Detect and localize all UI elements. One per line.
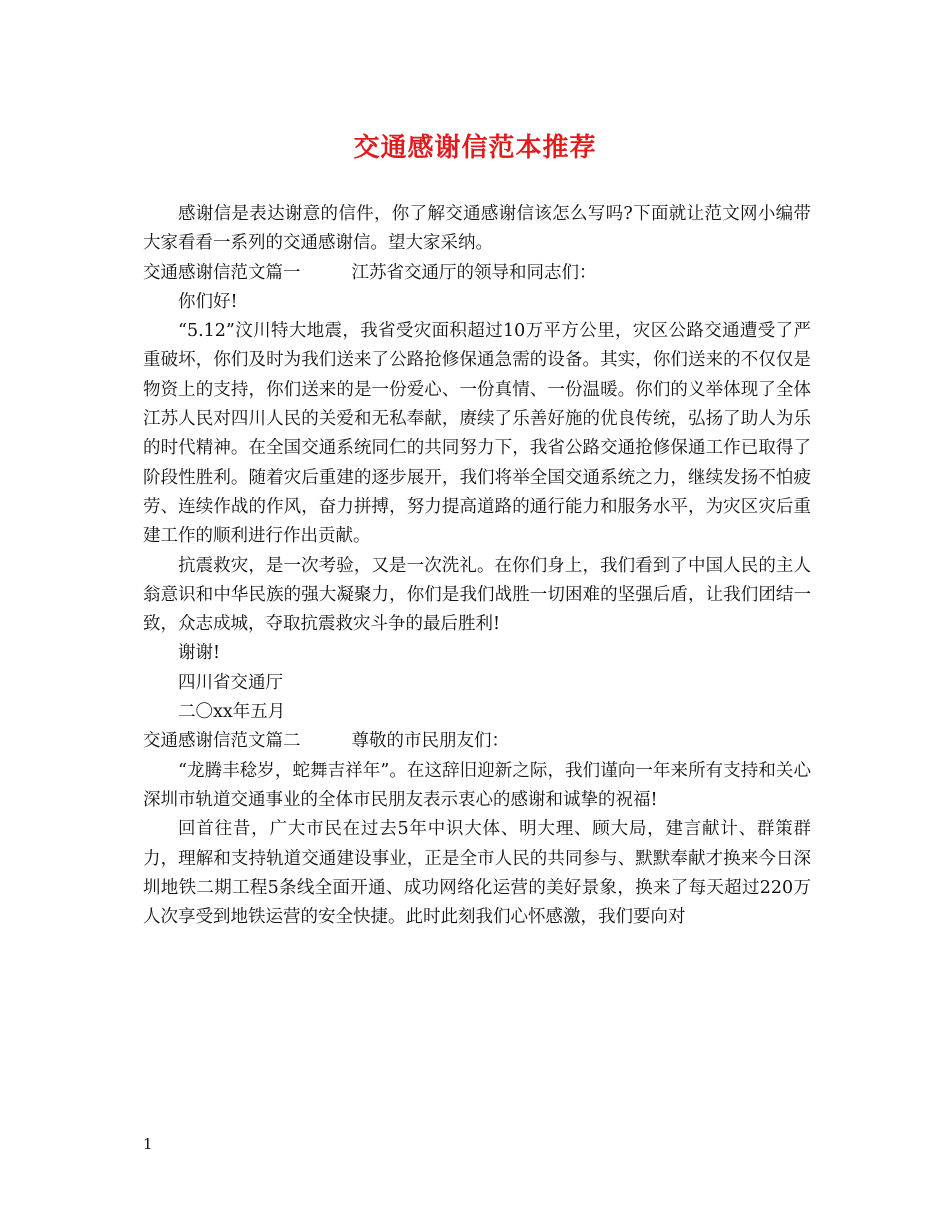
letter1-paragraph: “5.12”汶川特大地震，我省受灾面积超过10万平方公里，灾区公路交通遭受了严重破坏，你们及时为我们送来了公路抢修保通急需的设备。其实，你们送来的不仅仅是物资上的支持，你们送来的是一份爱心、一份真情、一份温暖。你们的义举体现了全体江苏人民对四川人民的关爱和无私奉献，赓续了乐善好施的优良传统，弘扬了助人为乐的时代精神。在全国交通系统同仁的共同努力下，我省公路交通抢修保通工作已取得了阶段性胜利。随着灾后重建的逐步展开，我们将举全国交通系统之力，继续发扬不怕疲劳、连续作战的作风，奋力拼搏，努力提高道路的通行能力和服务水平，为灾区灾后重建工作的顺利进行作出贡献。 (143, 321, 811, 547)
intro-paragraph: 感谢信是表达谢意的信件，你了解交通感谢信该怎么写吗?下面就让范文网小编带大家看看一系列的交通感谢信。望大家采纳。 (143, 204, 811, 254)
letter2-paragraph: 回首往昔，广大市民在过去5年中识大体、明大理、顾大局，建言献计、群策群力，理解和支持轨道交通建设事业，正是全市人民的共同参与、默默奉献才换来今日深圳地铁二期工程5条线全面开通、成功网络化运营的美好景象，换来了每天超过220万人次享受到地铁运营的安全快捷。此时此刻我们心怀感激，我们要向对 (143, 819, 811, 928)
page-number: 1 (143, 1135, 153, 1153)
letter1-salutation: 江苏省交通厅的领导和同志们： (351, 262, 597, 283)
document-title: 交通感谢信范本推荐 (353, 133, 597, 163)
letter2-label: 交通感谢信范文篇二 (143, 731, 301, 752)
letter1-closing: 谢谢! (178, 643, 221, 664)
letter1-greeting: 你们好! (178, 291, 238, 312)
letter2-salutation: 尊敬的市民朋友们： (351, 731, 509, 752)
letter1-signature: 四川省交通厅 (178, 672, 283, 693)
letter1-date: 二〇xx年五月 (178, 702, 286, 723)
document-body (143, 200, 811, 932)
letter1-heading (143, 259, 811, 288)
letter2-heading (143, 727, 811, 756)
letter2-paragraph: “龙腾丰稔岁，蛇舞吉祥年”。在这辞旧迎新之际，我们谨向一年来所有支持和关心深圳市轨道交通事业的全体市民朋友表示衷心的感谢和诚挚的祝福! (143, 760, 811, 810)
letter1-label: 交通感谢信范文篇一 (143, 262, 301, 283)
letter1-paragraph: 抗震救灾，是一次考验，又是一次洗礼。在你们身上，我们看到了中国人民的主人翁意识和中华民族的强大凝聚力，你们是我们战胜一切困难的坚强后盾，让我们团结一致，众志成城，夺取抗震救灾斗争的最后胜利! (143, 555, 811, 635)
